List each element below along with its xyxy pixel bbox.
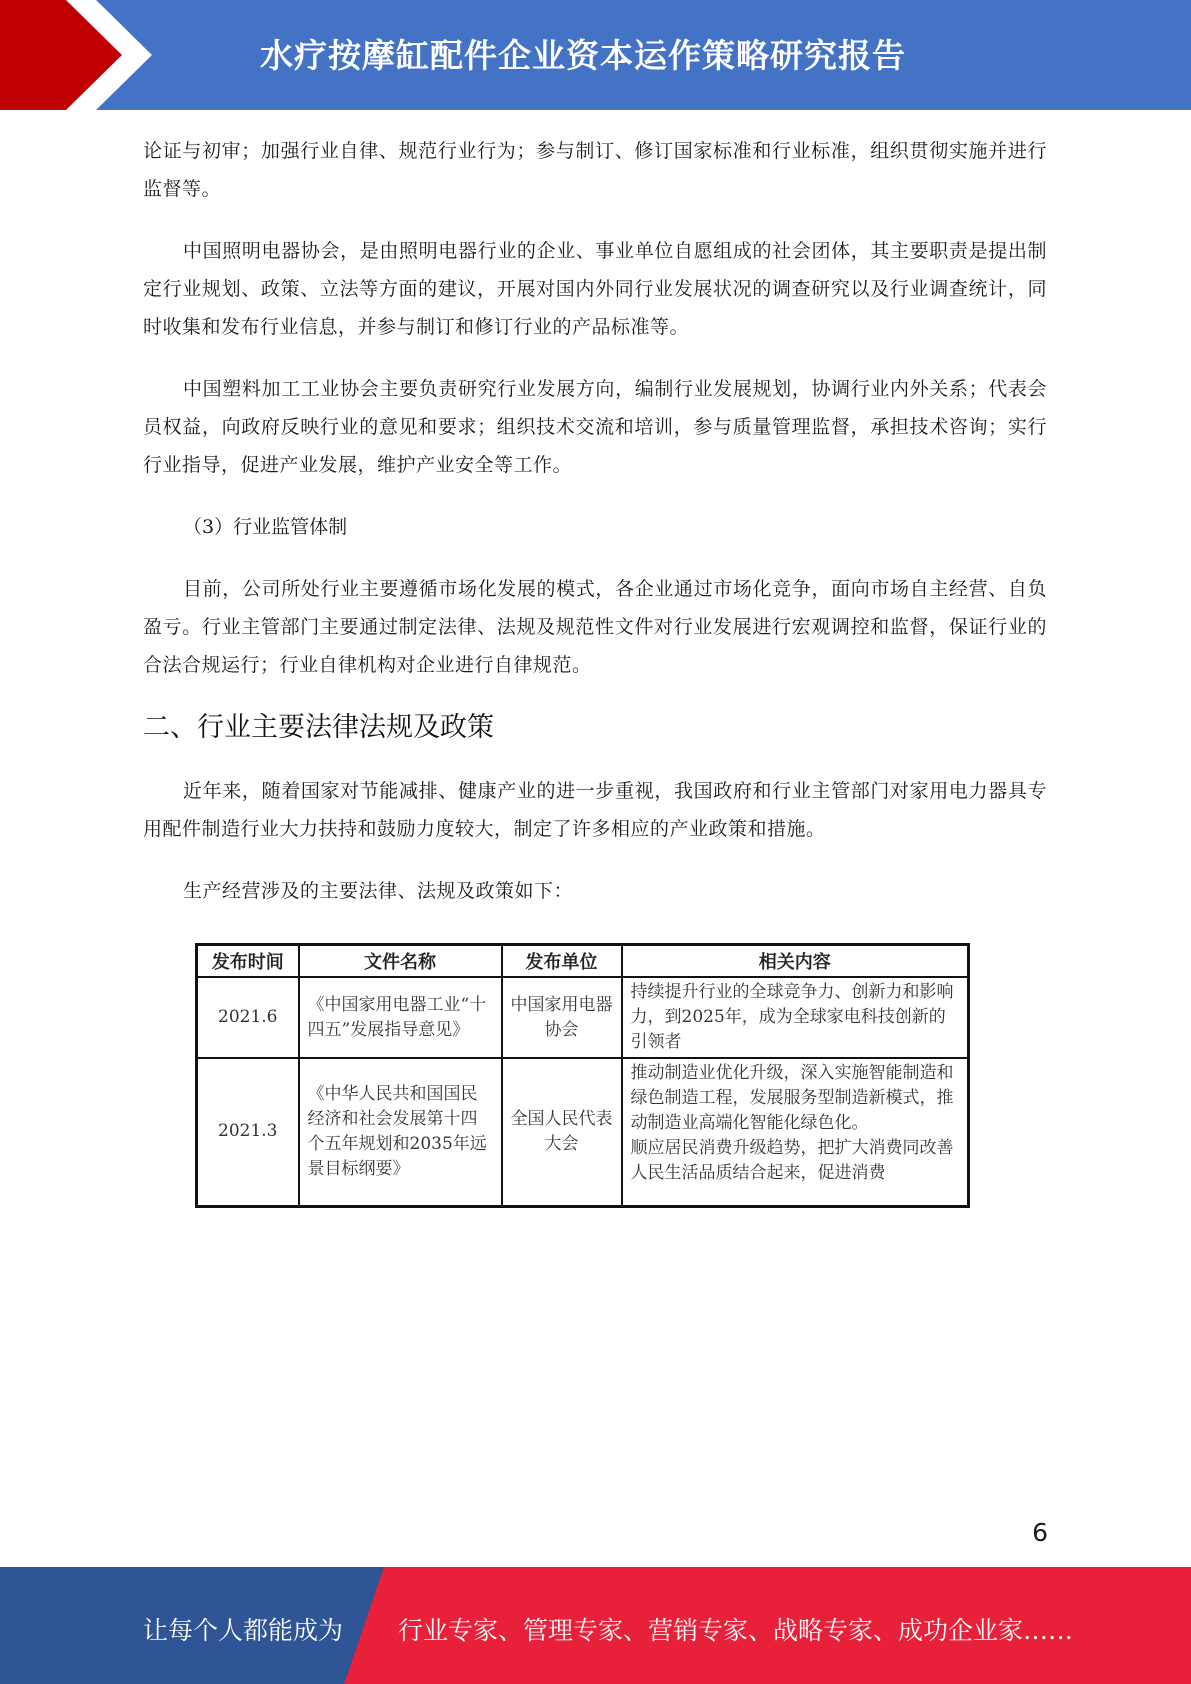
report-title: 水疗按摩缸配件企业资本运作策略研究报告: [260, 36, 906, 75]
footer-slogan-left: 让每个人都能成为: [143, 1616, 344, 1645]
column-header-date: 发布时间: [197, 945, 299, 978]
header-chevron-decoration: [0, 0, 160, 110]
paragraph-table-intro: 生产经营涉及的主要法律、法规及政策如下：: [183, 880, 574, 902]
cell-content: 持续提升行业的全球竞争力、创新力和影响力，到2025年，成为全球家电科技创新的引领者: [622, 977, 969, 1058]
paragraph-continuation: 论证与初审；加强行业自律、规范行业行为；参与制订、修订国家标准和行业标准，组织贯彻实施并进行监督等。: [143, 140, 1047, 200]
cell-content: [622, 1058, 969, 1206]
column-header-issuer: 发布单位: [502, 945, 622, 978]
column-header-document-name: 文件名称: [299, 945, 502, 978]
cell-issuer: 中国家用电器协会: [502, 977, 622, 1058]
table-row: [197, 1058, 969, 1206]
page-number: 6: [1032, 1518, 1048, 1547]
section-heading-laws-policies: 二、行业主要法律法规及政策: [143, 712, 494, 743]
paragraph-regulatory-system: 目前，公司所处行业主要遵循市场化发展的模式，各企业通过市场化竞争，面向市场自主经营、自负盈亏。行业主管部门主要通过制定法律、法规及规范性文件对行业发展进行宏观调控和监督，保证行业的合法合规运行；行业自律机构对企业进行自律规范。: [143, 578, 1047, 676]
cell-document-name: 《中国家用电器工业“十四五”发展指导意见》: [299, 977, 502, 1058]
paragraph-plastics-association: 中国塑料加工工业协会主要负责研究行业发展方向，编制行业发展规划，协调行业内外关系；代表会员权益，向政府反映行业的意见和要求；组织技术交流和培训，参与质量管理监督，承担技术咨询；实行行业指导，促进产业发展，维护产业安全等工作。: [143, 378, 1047, 476]
page-footer: [0, 1567, 1191, 1684]
column-header-content: 相关内容: [622, 945, 969, 978]
cell-date: 2021.3: [197, 1058, 299, 1206]
policy-table-container: [195, 943, 967, 1208]
sub-heading-regulatory-system: （3）行业监管体制: [183, 516, 348, 538]
paragraph-lighting-association: 中国照明电器协会，是由照明电器行业的企业、事业单位自愿组成的社会团体，其主要职责是提出制定行业规划、政策、立法等方面的建议，开展对国内外同行业发展状况的调查研究以及行业调查统计，同时收集和发布行业信息，并参与制订和修订行业的产品标准等。: [143, 240, 1047, 338]
main-content: [143, 132, 1047, 934]
cell-document-name: 《中华人民共和国国民经济和社会发展第十四个五年规划和2035年远景目标纲要》: [299, 1058, 502, 1206]
cell-content-paragraph: 推动制造业优化升级，深入实施智能制造和绿色制造工程，发展服务型制造新模式，推动制造业高端化智能化绿色化。: [630, 1063, 954, 1133]
paragraph-policy-intro: 近年来，随着国家对节能减排、健康产业的进一步重视，我国政府和行业主管部门对家用电力器具专用配件制造行业大力扶持和鼓励力度较大，制定了许多相应的产业政策和措施。: [143, 780, 1047, 840]
page-header: [0, 0, 1191, 110]
policy-table: [195, 943, 970, 1208]
cell-issuer: 全国人民代表大会: [502, 1058, 622, 1206]
table-row: [197, 977, 969, 1058]
cell-date: 2021.6: [197, 977, 299, 1058]
cell-content-paragraph: 顺应居民消费升级趋势，把扩大消费同改善人民生活品质结合起来，促进消费: [630, 1138, 954, 1183]
table-header-row: [197, 945, 969, 978]
footer-slogan-right: 行业专家、管理专家、营销专家、战略专家、成功企业家……: [398, 1616, 1074, 1645]
